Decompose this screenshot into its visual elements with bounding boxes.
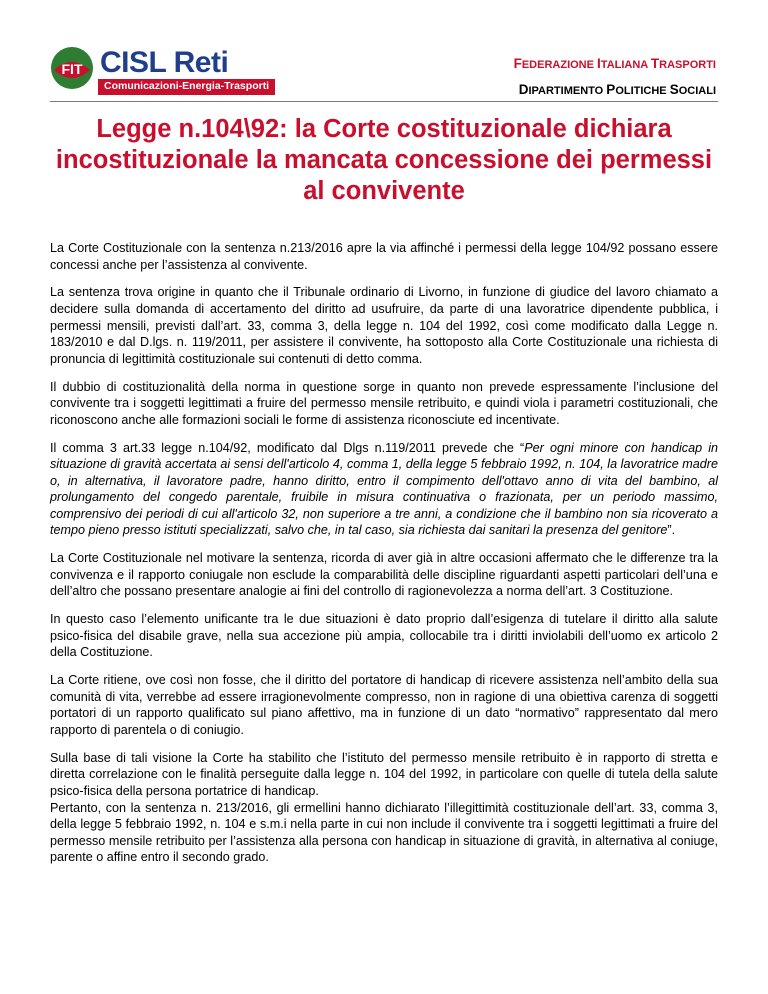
paragraph-law-quote: Il comma 3 art.33 legge n.104/92, modificato dal Dlgs n.119/2011 prevede che “Per ogni minore con handicap in situazione di gravità accertata ai sensi dell'articolo 4, comma 1, della legge 5 febbraio 1992, n. 104, la lavoratrice madre o, in alternativa, il lavoratore padre, hanno diritto, entro il compimento dell'ottavo anno di vita del bambino, al prolungamento del congedo parentale, fruibile in misura continuativa o frazionata, per un periodo massimo, comprensivo dei periodi di cui all'articolo 32, non superiore a tre anni, a condizione che il bambino non sia ricoverato a tempo pieno presso istituti specializzati, salvo che, in tal caso, sia richiesta dai sanitari la presenza del genitore”. [50, 440, 719, 538]
document-body [50, 240, 718, 877]
paragraph: Il dubbio di costituzionalità della norma in questione sorge in quanto non prevede espressamente l’inclusione del convivente tra i soggetti legittimati a fruire del permesso mensile retribuito, e quindi viola i parametri costituzionali, che riconoscono anche alle formazioni sociali le forme di assistenza riconosciute ed incentivate. [50, 379, 718, 427]
fit-cisl-reti-logo [50, 46, 290, 98]
paragraph: Sulla base di tali visione la Corte ha stabilito che l’istituto del permesso mensile retribuito è in rapporto di stretta e diretta correlazione con le finalità perseguite dalla legge n. 104 del 1992, in particolare con quelle di tutela della salute psico-fisica della persona portatrice di handicap. [50, 750, 718, 798]
brand-cisl: CISL [100, 46, 166, 79]
fit-badge-text: FIT [61, 61, 83, 77]
paragraph: La Corte Costituzionale con la sentenza n.213/2016 apre la via affinché i permessi della legge 104/92 possano essere concessi anche per l’assistenza al convivente. [50, 241, 718, 272]
paragraph: La Corte ritiene, ove così non fosse, che il diritto del portatore di handicap di ricevere assistenza nell’ambito della sua comunità di vita, verrebbe ad essere irragionevolmente compresso, non in ragione di una obiettiva carenza di soggetti portatori di un rapporto qualificato sul piano affettivo, ma in funzione di un dato “normativo” rappresentato dal mero rapporto di parentela o di coniugio. [50, 673, 718, 737]
fit-badge-icon [50, 46, 94, 90]
paragraph: La Corte Costituzionale nel motivare la sentenza, ricorda di aver già in altre occasioni affermato che le differenze tra la convivenza e il rapporto coniugale non esclude la comparabilità delle discipline riguardanti aspetti particolari dell’una e dell’altro che possano presentare analogie ai fini del controllo di ragionevolezza a norma dell’art. 3 Costituzione. [50, 551, 718, 599]
paragraph: In questo caso l’elemento unificante tra le due situazioni è dato proprio dall’esigenza di tutelare il diritto alla salute psico-fisica del disabile grave, nella sua accezione più ampia, collocabile tra i diritti inviolabili dell’uomo ex articolo 2 della Costituzione. [50, 612, 718, 660]
paragraph: Pertanto, con la sentenza n. 213/2016, gli ermellini hanno dichiarato l’illegittimità costituzionale dell’art. 33, comma 3, della legge 5 febbraio 1992, n. 104 e s.m.i nella parte in cui non include il convivente tra i soggetti legittimati a fruire del permesso mensile retribuito per l’assistenza alla persona con handicap in situazione di gravità, in alternativa al coniuge, parente o affine entro il secondo grado. [50, 800, 718, 865]
document-title: Legge n.104\92: la Corte costituzionale dichiara incostituzionale la mancata concessione dei permessi al convivente [55, 115, 713, 205]
quoted-law-text: Per ogni minore con handicap in situazione di gravità accertata ai sensi dell'articolo 4, comma 1, della legge 5 febbraio 1992, n. 104, la lavoratrice madre o, in alternativa, il lavoratore padre, hanno diritto, entro il compimento dell'ottavo anno di vita del bambino, al prolungamento del congedo parentale, fruibile in misura continuativa o frazionata, per un periodo massimo, comprensivo dei periodi di cui all'articolo 32, non superiore a tre anni, a condizione che il bambino non sia ricoverato a tempo pieno presso istituti specializzati, salvo che, in tal caso, sia richiesta dai sanitari la presenza del genitore [50, 440, 719, 538]
letterhead [50, 38, 718, 102]
header-divider [50, 101, 718, 102]
department-name: DIPARTIMENTO POLITICHE SOCIALI [518, 82, 716, 97]
paragraph: La sentenza trova origine in quanto che il Tribunale ordinario di Livorno, in funzione di giudice del lavoro chiamato a decidere sulla domanda di accertamento del diritto ad usufruire, da parte di una lavoratrice dipendente pubblica, i permessi mensili, previsti dall’art. 33, comma 3, della legge n. 104 del 1992, così come modificato dalla Legge n. 183/2010 e dal D.lgs. n. 119/2011, per assistere il convivente, ha sottoposto alla Corte Costituzionale una richiesta di pronuncia di legittimità costituzionale sui contenuti di detto comma. [50, 285, 718, 366]
brand-tagline: Comunicazioni-Energia-Trasporti [98, 79, 275, 95]
brand-reti: Reti [173, 46, 229, 79]
brand-name [100, 48, 228, 78]
federation-name: FEDERAZIONE ITALIANA TRASPORTI [513, 56, 716, 71]
